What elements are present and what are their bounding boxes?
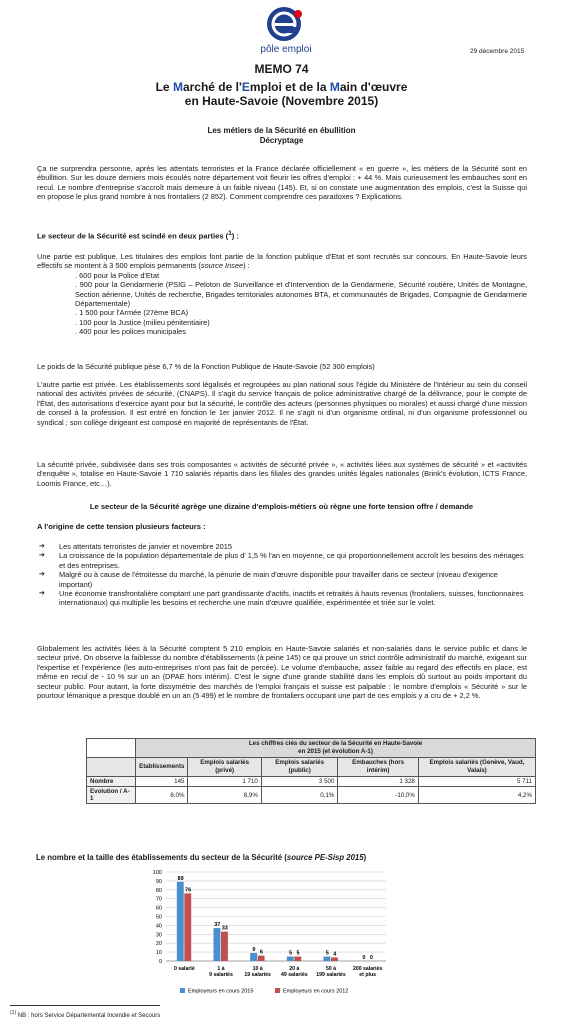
table-header: Embauches (hors intérim)	[338, 758, 418, 777]
table-header: Emplois salariés (Genève, Vaud, Valais)	[418, 758, 535, 777]
table-header: Emplois salariés (privé)	[188, 758, 261, 777]
establishments-bar-chart	[140, 866, 390, 998]
title-line-1: Le Marché de l'Emploi et de la Main d'œuvre	[155, 80, 408, 94]
data-label: 5	[289, 950, 293, 957]
y-tick-label: 80	[155, 887, 162, 894]
list-item: ➔ Malgré ou à cause de l'étroitesse du marché, la pénurie de main d'œuvre disponible pour travailler dans ce secteur (niveau d'exigence important)	[37, 570, 527, 589]
list-item: . 600 pour la Police d'Etat	[75, 270, 159, 280]
legend-label: Employeurs en cours 2012	[283, 988, 349, 995]
data-label: 6	[259, 949, 263, 956]
y-tick-label: 100	[152, 870, 162, 876]
y-tick-label: 0	[158, 959, 162, 965]
list-item: . 400 pour les polices municipales	[75, 327, 186, 337]
key-figures-table	[86, 738, 536, 804]
y-tick-label: 60	[155, 905, 162, 912]
memo-number: MEMO 74	[254, 62, 309, 76]
x-tick-label: 1 à	[217, 966, 225, 972]
section-heading-split: Le secteur de la Sécurité est scindé en deux parties ($^1$) :	[37, 230, 239, 241]
y-tick-label: 70	[155, 896, 162, 903]
legend-label: Employeurs en cours 2015	[188, 988, 254, 995]
x-tick-label: 10 à	[252, 966, 263, 972]
section-heading-tension: Le secteur de la Sécurité agrège une dizaine d'emplois-métiers où règne une forte tension offre / demande	[89, 502, 474, 511]
bar	[184, 893, 191, 961]
x-tick-label: 200 salariés	[352, 966, 383, 972]
weight-paragraph: Le poids de la Sécurité publique pèse 6,7 % de la Fonction Publique de Haute-Savoie (52 300 emplois)	[37, 362, 375, 371]
x-tick-label: 0 salarié	[173, 966, 195, 972]
bar	[214, 928, 221, 961]
legend-swatch	[180, 988, 185, 993]
document-date: 29 décembre 2015	[470, 48, 525, 55]
legend-swatch	[275, 988, 280, 993]
data-label: 76	[185, 887, 192, 894]
y-tick-label: 40	[155, 923, 162, 930]
chart-title: Le nombre et la taille des établissements du secteur de la Sécurité (source PE-Sisp 2015)	[36, 853, 367, 862]
intro-paragraph: Ça ne surprendra personne, après les attentats terroristes et la France déclarée officiellement « en guerre », les métiers de la Sécurité sont en ébullition. Sur les douze derniers mois écoulés notre département voit fleurir les offres d'emploi : + 44 %. Mais curieusement les embauches sont en recul. Le nombre d'entreprise s'accroît mais demeure à un faible niveau (145). Et, si on constate une augmentation des emplois, c'est la Suisse qui en propose le plus grand nombre à nos frontaliers (2 852). Comment comprendre ces paradoxes ? Explications.	[37, 164, 527, 202]
data-label: 4	[333, 951, 337, 958]
x-tick-label: 19 salariés	[244, 972, 271, 978]
bar	[258, 956, 265, 961]
bar	[177, 882, 184, 961]
y-tick-label: 30	[155, 932, 162, 939]
footnote: $^{(1)}$ NB : hors Service Départemental Incendie et Secours	[10, 1010, 161, 1019]
y-tick-label: 10	[155, 950, 162, 957]
private-paragraph-2: La sécurité privée, subdivisée dans ses trois composantes « activités de sécurité privée », « activités liées aux systèmes de sécurité » et «activités d'enquête », totalise en Haute-Savoie 1 710 salariés répartis dans les filiales des grandes unités légales nationales (Brink's évolution, ICTS France, Loomis France, etc…).	[37, 460, 527, 488]
factors-list	[37, 542, 527, 608]
page-title	[0, 80, 563, 108]
list-item: . 1 500 pour l'Armée (27ème BCA)	[75, 308, 189, 318]
y-tick-label: 90	[155, 878, 162, 885]
x-tick-label: 50 à	[325, 966, 337, 972]
bar	[221, 932, 228, 961]
title-line-2: en Haute-Savoie (Novembre 2015)	[184, 94, 379, 108]
table-header: Etablissements	[136, 758, 188, 777]
list-item: ➔ La croissance de la population départementale de plus d' 1,5 % l'an en moyenne, ce qui proportionnellement accroît les besoins des ménages et des entreprises.	[37, 551, 527, 570]
bar	[287, 957, 294, 961]
footnote-divider	[10, 1005, 160, 1006]
data-label: 9	[252, 946, 256, 953]
private-paragraph: L'autre partie est privée. Les établissements sont légalisés et regroupées au plan national sous l'égide du Ministère de l'Intérieur au sein du conseil national des activités privées de sécurité, (CNAPS). Il s'agit du service français de police administrative chargé de la délivrance, pour le compte de l'État, des autorisations d'exercice ayant pour but la sécurité, le contrôle des acteurs (personnes physiques ou morales) et aussi chargé d'une mission de conseil à la profession. Il est entré en fonction le 1er janvier 2012. Il ne s'agit ni d'un organisme ordinal, ni d'un organisme professionnel ou syndical ; son collège dirigeant est composé en majorité de représentants de l'État.	[37, 380, 527, 427]
y-tick-label: 50	[155, 914, 162, 921]
data-label: 0	[369, 955, 373, 961]
list-item: . 100 pour la Justice (milieu pénitentiaire)	[75, 317, 210, 327]
y-tick-label: 20	[155, 941, 162, 948]
data-label: 33	[221, 925, 228, 932]
x-tick-label: 199 salariés	[316, 972, 346, 978]
x-tick-label: 9 salariés	[209, 972, 233, 978]
list-item: ➔ Une économie transfrontalière comptant une part grandissante d'actifs, inactifs et retraités à hauts revenus (frontaliers, suisses, fonctionnaires internationaux) qui multiplie les besoins et recherche une main d'œuvre qualifiée, expérimentée et triée sur le volet.	[37, 589, 527, 608]
logo-text: pôle emploi	[260, 44, 312, 55]
data-label: 0	[362, 955, 366, 961]
global-paragraph: Globalement les activités liées à la Sécurité comptent 5 210 emplois en Haute-Savoie salariés et non-salariés dans le service public et dans le secteur privé. On observe la faiblesse du nombre d'établissements (à peine 145) ce qui prouve un strict contrôle administratif du marché, exigeant sur l'expertise et l'expérience (les auto-entreprises n'ont pas fait de percée). Le volume d'embauche, assez faible au regard des effectifs en place, est même en recul de - 10 % sur un an (DPAE hors intérim). C'est le signe d'une grande stabilité dans les emplois dû surtout au poids important du secteur public. Pour autant, la forte dissymétrie des marchés de l'emploi français et suisse est palpable : le nombre d'emplois « Sécurité » sur le pourtour lémanique a presque doublé en un an (5 499) et le nombre de frontaliers occupant une part de ces emplois y a cru de + 2,2 %.	[37, 644, 527, 701]
x-tick-label: 20 à	[289, 966, 300, 972]
data-label: 37	[214, 922, 221, 929]
table-caption: Les chiffres clés du secteur de la Sécurité en Haute-Savoie en 2015 (et évolution A-1)	[136, 739, 536, 758]
table-row: Nombre 145 1 710 3 500 1 328 5 711	[87, 777, 536, 787]
data-label: 5	[325, 950, 329, 957]
subtitle: Les métiers de la Sécurité en ébullition Décryptage	[207, 126, 356, 145]
origin-heading: A l'origine de cette tension plusieurs facteurs :	[37, 522, 206, 531]
table-header: Emplois salariés (public)	[261, 758, 338, 777]
list-item: . 900 pour la Gendarmerie (PSIG – Peloton de Surveillance et d'Intervention de la Gendarmerie, Sécurité routière, Unités de Montagne, Section aérienne, Unités de recherche, Brigades territoriales autonomes BTA, et communautés de Brigades, Compagnie de Gendarmerie Départementale)	[75, 280, 527, 309]
x-tick-label: et plus	[359, 972, 377, 978]
bar	[324, 957, 331, 961]
public-paragraph: Une partie est publique. Les titulaires des emplois font partie de la fonction publique d'Etat et sont recrutés sur concours. En Haute-Savoie leurs effectifs se montent à 3 500 emplois permanents (source Insee) : . 600 pour la Police d'Etat . 900 pour la Gendarmerie (PSIG – Peloton de Surveillance et d'Intervention de la Gendarmerie, Sécurité routière, Unités de Montagne, Section aérienne, Unités de recherche, Brigades territoriales autonomes BTA, et communautés de Brigades, Compagnie de Gendarmerie Départementale) . 1 500 pour l'Armée (27ème BCA) . 100 pour la Justice (milieu pénitentiaire) . 400 pour les polices municipales	[37, 252, 527, 337]
data-label: 5	[296, 950, 300, 957]
x-tick-label: 49 salariés	[281, 972, 308, 978]
data-label: 89	[177, 875, 184, 882]
list-item: ➔ Les attentats terroristes de janvier et novembre 2015	[37, 542, 527, 551]
bar	[250, 953, 257, 961]
bar	[331, 957, 338, 961]
bar	[294, 957, 301, 961]
table-row: Evolution / A-1 8,0% 8,9% 0,1% -10,0% 4,2%	[87, 787, 536, 804]
